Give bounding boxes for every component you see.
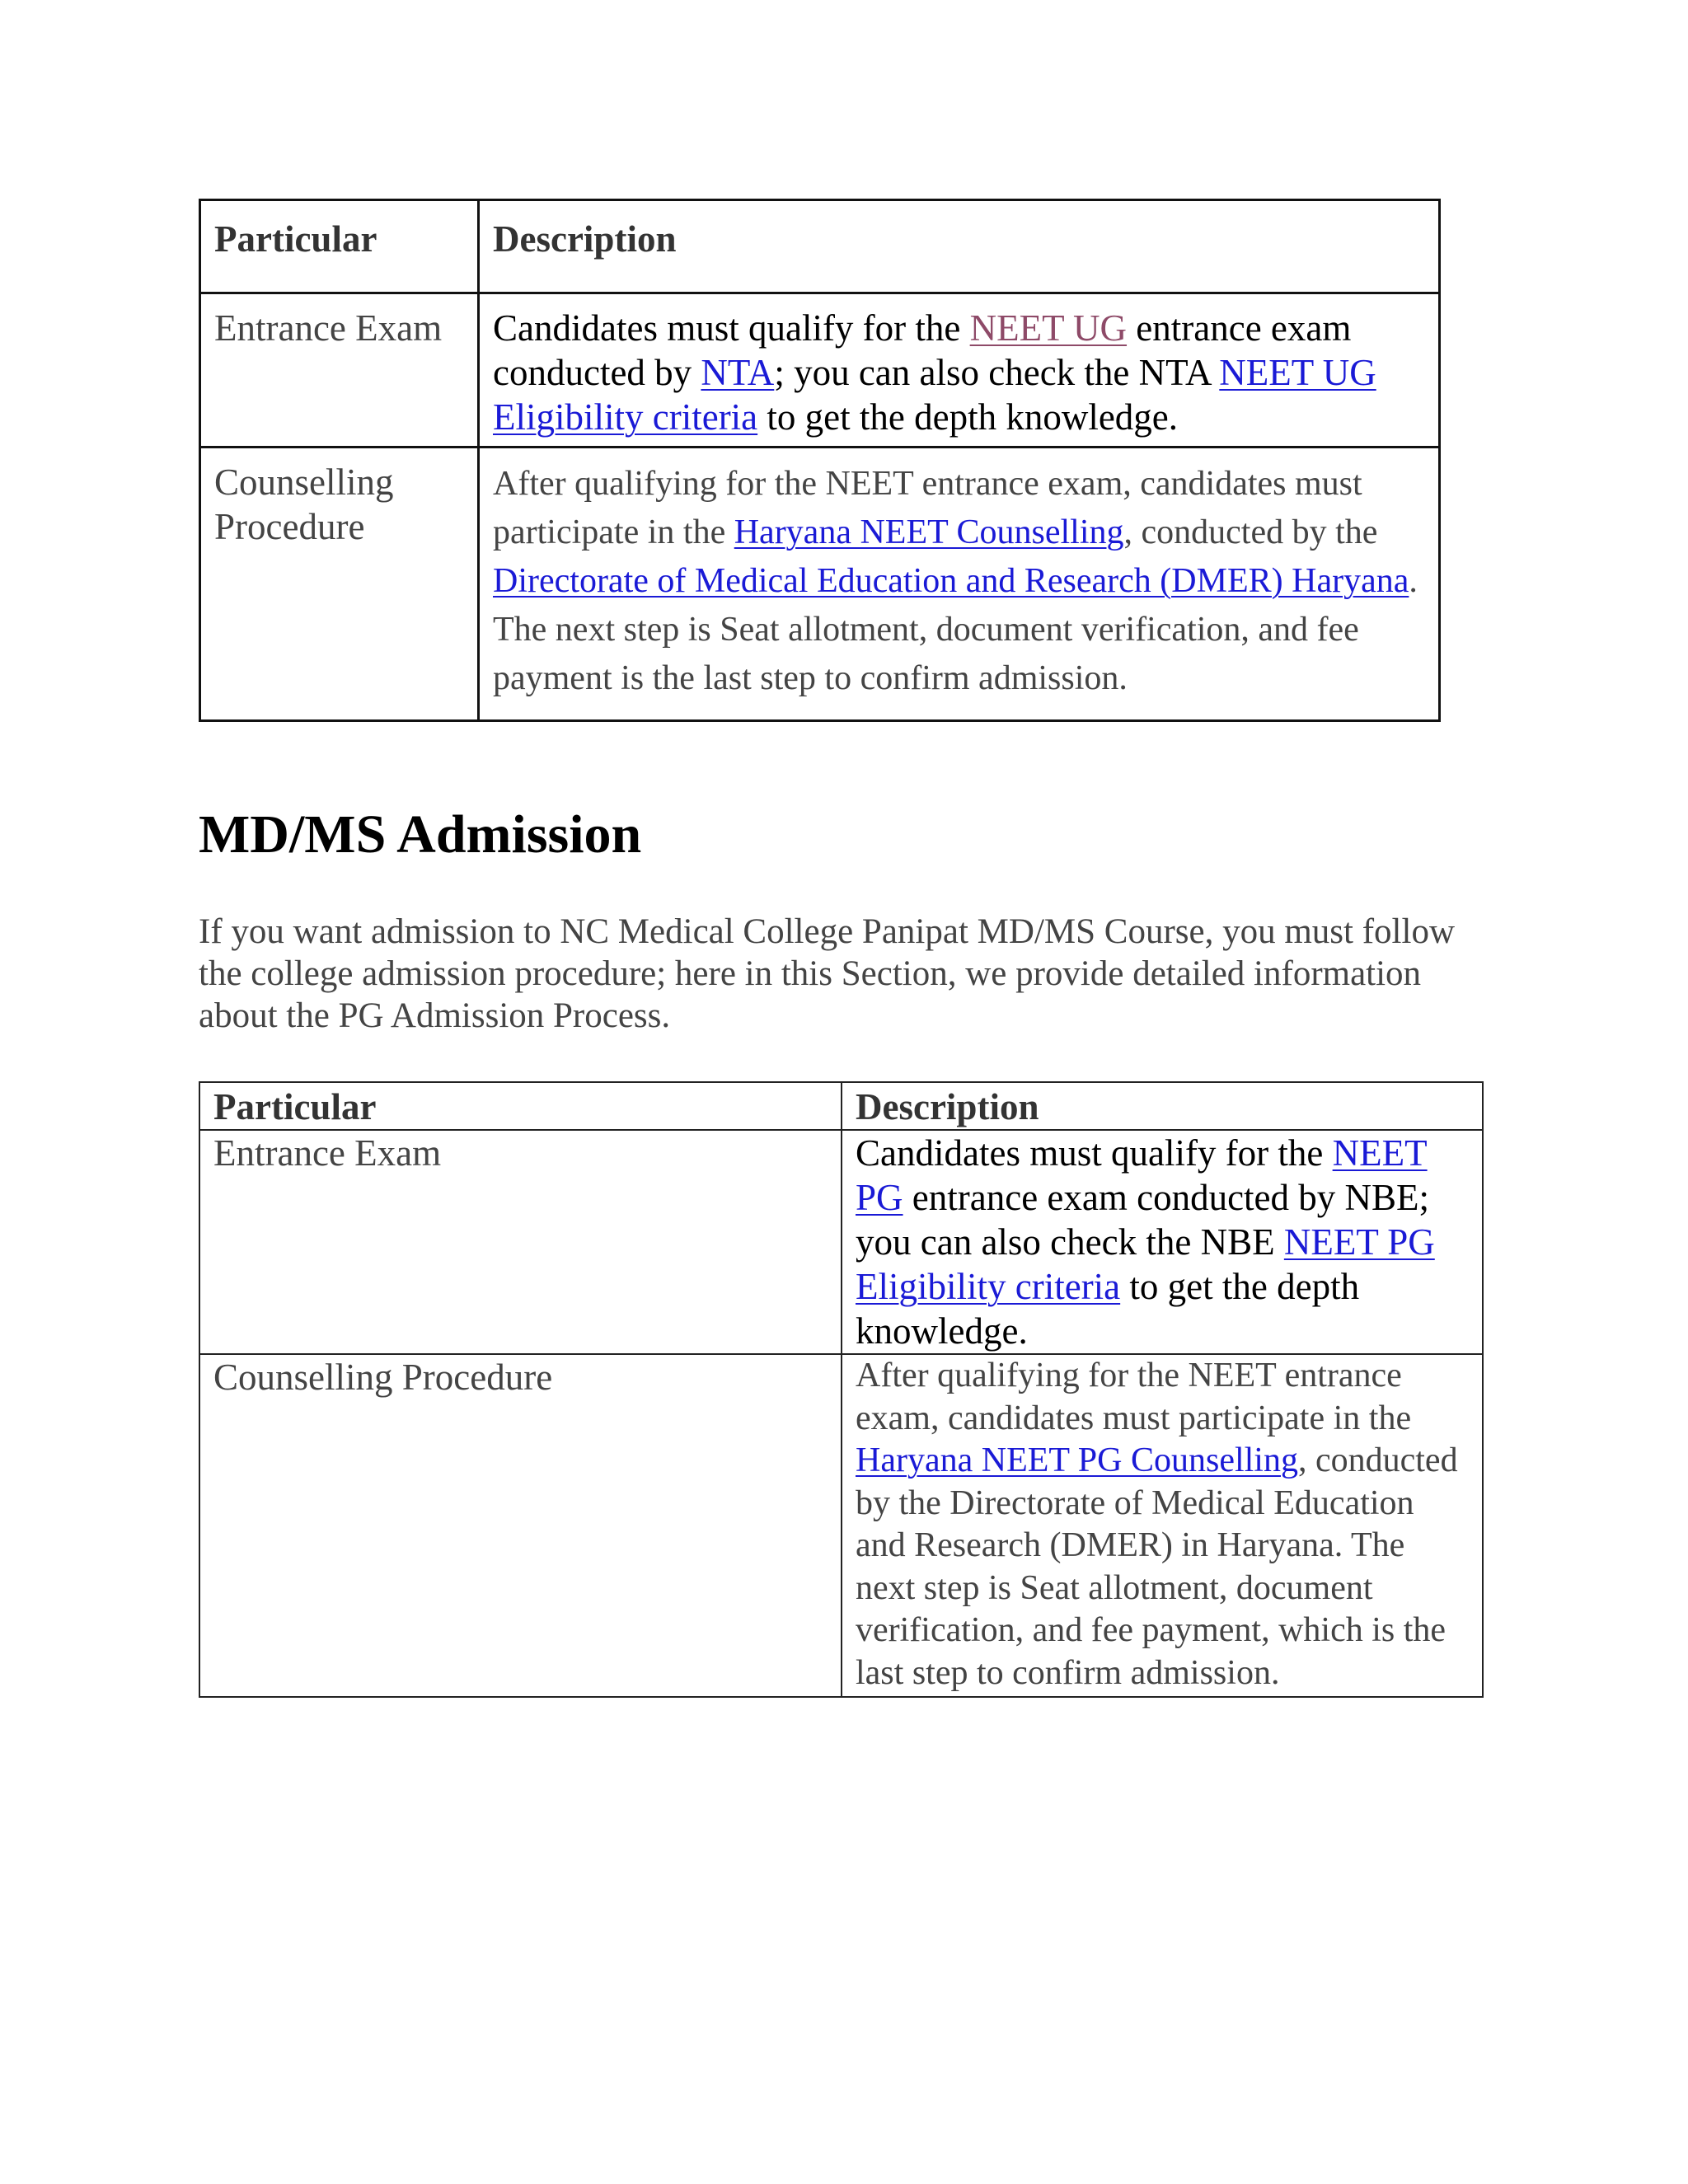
particular-cell: Counselling Procedure: [199, 1354, 842, 1697]
description-cell: [479, 448, 1440, 721]
description-cell: [842, 1354, 1483, 1697]
table-row: [199, 1354, 1483, 1697]
particular-cell: Entrance Exam: [199, 1130, 842, 1354]
table-header-row: [200, 200, 1440, 293]
description-cell: [479, 293, 1440, 448]
particular-cell: Entrance Exam: [200, 293, 479, 448]
desc-text: Candidates must qualify for the: [493, 307, 970, 349]
table-row: [199, 1130, 1483, 1354]
ug-admission-table: [199, 199, 1441, 722]
column-header-particular: Particular: [199, 1082, 842, 1130]
desc-text: entrance exam conducted by NBE; you can also check the NBE: [856, 1177, 1430, 1263]
pg-admission-table: [199, 1081, 1484, 1698]
neet-pg-link[interactable]: NEET PG: [856, 1132, 1428, 1218]
column-header-description: Description: [842, 1082, 1483, 1130]
desc-text: , conducted by the Directorate of Medical Education and Research (DMER) in Haryana. The next step is Seat allotment, document verification, and fee payment, which is the last step to confirm admission.: [856, 1441, 1458, 1692]
haryana-neet-counselling-link[interactable]: Haryana NEET Counselling: [734, 513, 1124, 551]
column-header-description: Description: [479, 200, 1440, 293]
table-row: [200, 448, 1440, 721]
dmer-haryana-link[interactable]: Directorate of Medical Education and Research (DMER) Haryana: [493, 562, 1409, 600]
neet-pg-eligibility-link[interactable]: NEET PG Eligibility criteria: [856, 1221, 1435, 1307]
particular-cell: Counselling Procedure: [200, 448, 479, 721]
neet-ug-eligibility-link[interactable]: NEET UG Eligibility criteria: [493, 352, 1376, 438]
column-header-particular: Particular: [200, 200, 479, 293]
desc-text: entrance exam conducted by: [493, 307, 1352, 393]
desc-text: ; you can also check the NTA: [774, 352, 1220, 393]
desc-text: . The next step is Seat allotment, document verification, and fee payment is the last step to confirm admission.: [493, 562, 1418, 697]
desc-text: Candidates must qualify for the: [856, 1132, 1333, 1174]
desc-text: to get the depth knowledge.: [757, 396, 1179, 438]
desc-text: After qualifying for the NEET entrance exam, candidates must participate in the: [856, 1357, 1412, 1437]
description-cell: [842, 1130, 1483, 1354]
table-row: [200, 293, 1440, 448]
nta-link[interactable]: NTA: [701, 352, 775, 393]
desc-text: to get the depth knowledge.: [856, 1266, 1360, 1352]
desc-text: After qualifying for the NEET entrance exam, candidates must participate in the: [493, 465, 1362, 551]
desc-text: , conducted by the: [1123, 513, 1378, 551]
table-header-row: [199, 1082, 1483, 1130]
haryana-neet-pg-counselling-link[interactable]: Haryana NEET PG Counselling: [856, 1441, 1298, 1479]
section-heading: MD/MS Admission: [199, 804, 642, 865]
section-intro-paragraph: If you want admission to NC Medical College Panipat MD/MS Course, you must follow the college admission procedure; here in this Section, we provide detailed information about the PG Admission Process.: [199, 912, 1456, 1035]
neet-ug-link[interactable]: NEET UG: [969, 307, 1128, 349]
